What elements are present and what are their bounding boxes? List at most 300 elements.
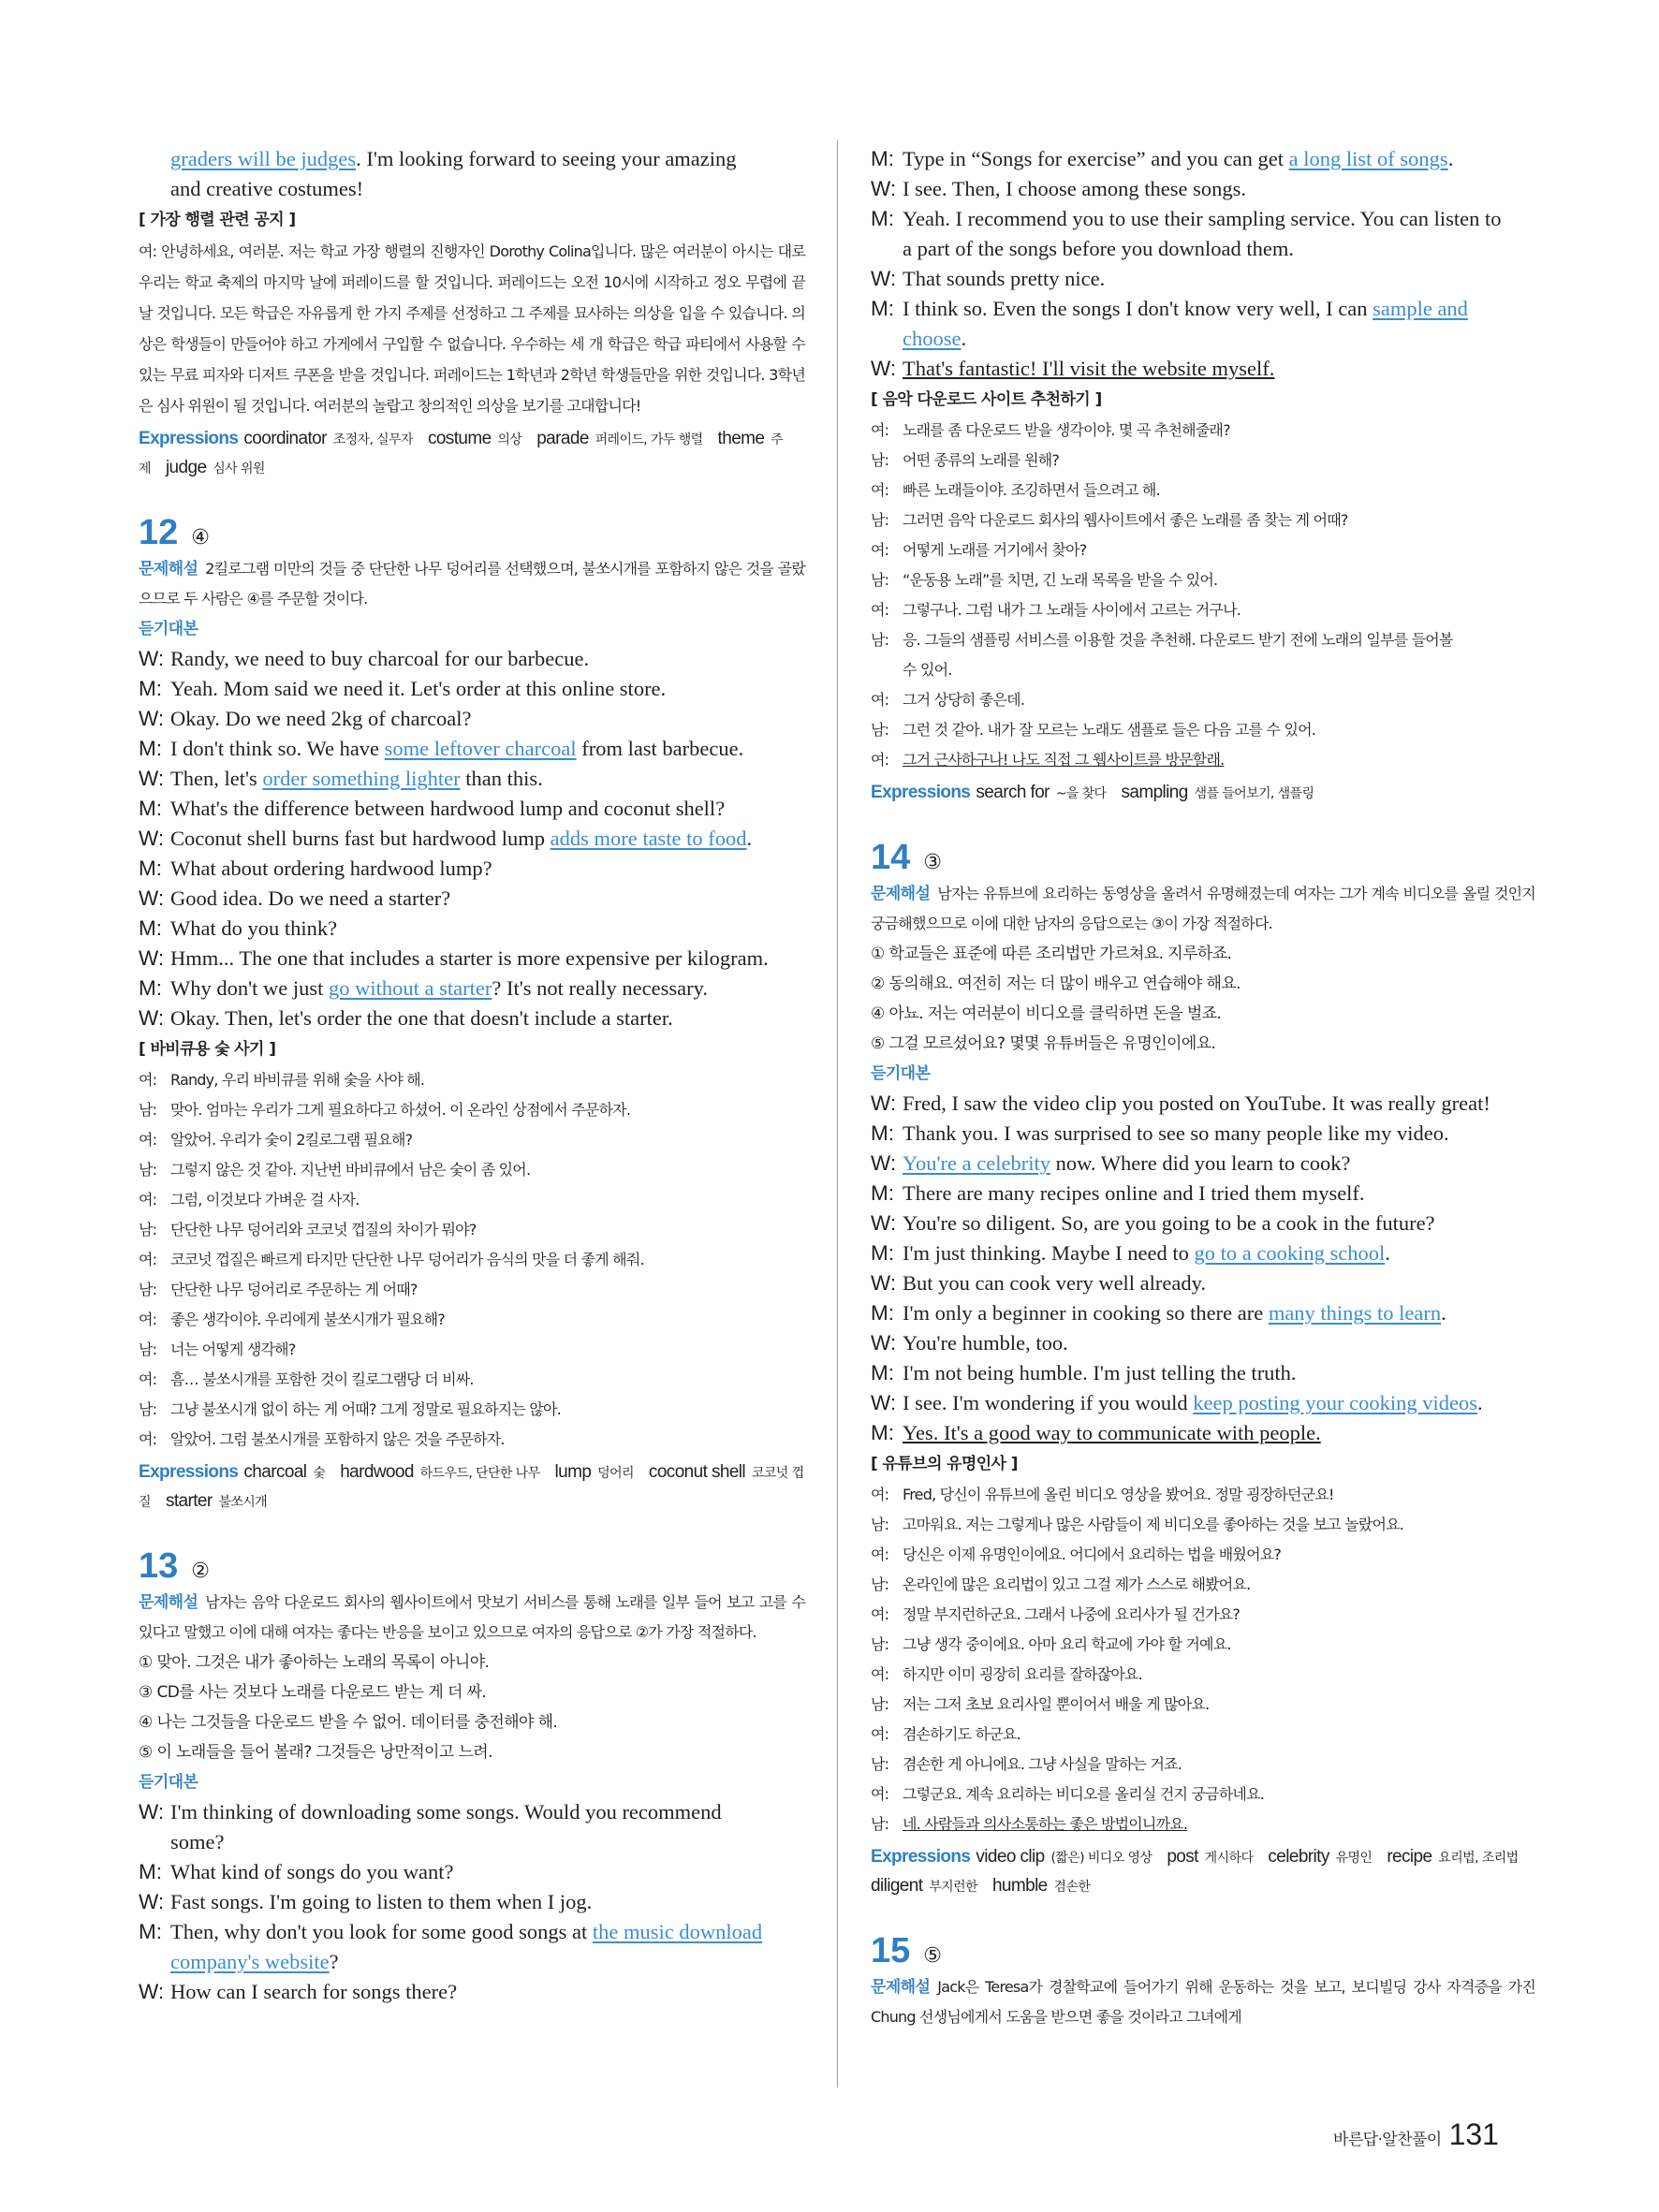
- q13-korean-translation: [871, 416, 1535, 775]
- text-segment: Randy, we need to buy charcoal for our barbecue.: [170, 647, 590, 670]
- speaker-label: W:: [871, 1211, 897, 1235]
- question-number: 15: [871, 1931, 911, 1970]
- dialogue-line: [139, 704, 805, 734]
- answer-option: ① 맞아. 그것은 내가 좋아하는 노래의 목록이 아니야.: [139, 1653, 490, 1672]
- answer-option: ④ 아뇨. 저는 여러분이 비디오를 클릭하면 돈을 벌죠.: [871, 1004, 1222, 1023]
- speaker-label: 남:: [139, 1161, 157, 1179]
- translation-line: [871, 1660, 1535, 1690]
- question-answer: ③: [923, 851, 943, 874]
- dialogue-text: [170, 884, 805, 914]
- dialogue-text: [170, 1887, 805, 1917]
- dialogue-text: [903, 294, 1535, 324]
- dialogue-text: [170, 1797, 805, 1827]
- expression-term: parade: [536, 429, 589, 448]
- translation-line: [139, 1095, 805, 1125]
- dialogue-line: [139, 1857, 805, 1887]
- question-number: 12: [139, 513, 179, 552]
- dialogue-text: [903, 354, 1535, 384]
- q13-options: [139, 1648, 805, 1767]
- text-segment: .: [961, 327, 967, 350]
- text-segment: I'm only a beginner in cooking so there are: [903, 1301, 1269, 1325]
- translation-line: [871, 446, 1535, 476]
- text-segment: Yeah. I recommend you to use their sampling service. You can listen to: [903, 207, 1502, 230]
- translation-line: [139, 1155, 805, 1185]
- expression-definition: 조정자, 실무자: [332, 432, 413, 447]
- translation-text: 네. 사람들과 의사소통하는 좋은 방법이니까요.: [903, 1815, 1188, 1833]
- expression-definition: 유명인: [1335, 1851, 1373, 1866]
- expression-term: charcoal: [243, 1462, 307, 1482]
- text-segment: You're so diligent. So, are you going to be a cook in the future?: [903, 1211, 1435, 1235]
- dialogue-line: [139, 824, 805, 854]
- translation-text: 그냥 불쏘시개 없이 하는 게 어때? 그게 정말로 필요하지는 않아.: [170, 1400, 561, 1418]
- translation-text: 어떤 종류의 노래를 원해?: [903, 451, 1060, 469]
- speaker-label: M:: [139, 737, 162, 760]
- text-segment: . I'm looking forward to seeing your amazing: [356, 147, 737, 170]
- speaker-label: 여:: [871, 1545, 889, 1563]
- speaker-label: W:: [139, 827, 165, 850]
- dialogue-line: [139, 644, 805, 674]
- translation-text: 알았어. 우리가 숯이 2킬로그램 필요해?: [170, 1131, 413, 1149]
- dialogue-line-continued: [139, 1827, 805, 1857]
- translation-line: [139, 1365, 805, 1395]
- text-segment: some?: [170, 1830, 225, 1853]
- expression-definition: 하드우드, 단단한 나무: [419, 1466, 540, 1481]
- expression-definition: 주제: [139, 432, 784, 476]
- dialogue-line: [871, 1328, 1535, 1358]
- dialogue-line: [139, 974, 805, 1003]
- text-segment: .: [1441, 1301, 1446, 1325]
- q11-korean-title: [ 가장 행렬 관련 공지 ]: [139, 211, 296, 229]
- expression-definition: 코코넛 껍질: [139, 1466, 804, 1510]
- expressions-label: Expressions: [871, 783, 971, 802]
- dialogue-line: [871, 204, 1535, 234]
- speaker-label: W:: [139, 1890, 165, 1913]
- dialogue-line: [871, 1418, 1535, 1448]
- translation-line: [871, 476, 1535, 505]
- explanation-label: 문제해설: [871, 1978, 931, 1997]
- expression-term: humble: [991, 1876, 1048, 1896]
- explanation-text: Jack은 Teresa가 경찰학교에 들어가기 위해 운동하는 것을 보고, 보디빌딩 강사 자격증을 가진 Chung 선생님에게서 도움을 받으면 좋을 것이라고 그녀에게: [871, 1978, 1535, 2026]
- dialogue-line: [871, 1238, 1535, 1268]
- expression-term: celebrity: [1268, 1847, 1329, 1867]
- text-segment: There are many recipes online and I tried them myself.: [903, 1181, 1365, 1205]
- expression-term: sampling: [1121, 783, 1188, 802]
- text-segment: What do you think?: [170, 916, 338, 940]
- translation-line: [139, 1395, 805, 1425]
- text-segment: Type in “Songs for exercise” and you can get: [903, 147, 1289, 170]
- translation-text: 그렇구나. 그럼 내가 그 노래들 사이에서 고르는 거구나.: [903, 601, 1241, 619]
- translation-line: [871, 1750, 1535, 1780]
- expression-term: theme: [717, 429, 765, 448]
- page-number: 131: [1448, 2117, 1499, 2151]
- translation-line: [871, 565, 1535, 595]
- translation-text: 저는 그저 초보 요리사일 뿐이어서 배울 게 많아요.: [903, 1695, 1210, 1713]
- speaker-label: 남:: [871, 631, 889, 649]
- translation-line: [139, 1065, 805, 1095]
- dialogue-line: [871, 354, 1535, 384]
- text-segment: What about ordering hardwood lump?: [170, 857, 492, 880]
- translation-text: 그럼, 이것보다 가벼운 걸 사자.: [170, 1191, 360, 1209]
- text-segment: from last barbecue.: [576, 737, 744, 760]
- text-segment: I don't think so. We have: [170, 737, 385, 760]
- q12-explanation: [139, 554, 805, 614]
- expression-definition: (짧은) 비디오 영상: [1050, 1851, 1152, 1866]
- translation-text: 그러면 음악 다운로드 회사의 웹사이트에서 좋은 노래를 좀 찾는 게 어때?: [903, 511, 1348, 529]
- dialogue-line: [139, 914, 805, 944]
- translation-line: [871, 685, 1535, 715]
- dialogue-line: [871, 1149, 1535, 1179]
- dialogue-line: [871, 1089, 1535, 1119]
- text-segment: Fred, I saw the video clip you posted on YouTube. It was really great!: [903, 1091, 1490, 1115]
- speaker-label: M:: [871, 1301, 894, 1325]
- script-label: 듣기대본: [139, 620, 198, 638]
- dialogue-text: [170, 974, 805, 1003]
- translation-text: 좋은 생각이야. 우리에게 불쏘시개가 필요해?: [170, 1311, 445, 1328]
- translation-text: 그런 것 같아. 내가 잘 모르는 노래도 샘플로 들은 다음 고를 수 있어.: [903, 721, 1316, 739]
- expression-term: search for: [976, 783, 1050, 802]
- speaker-label: 여:: [871, 1785, 889, 1803]
- speaker-label: 남:: [139, 1101, 157, 1119]
- text-segment: Then, why don't you look for some good songs at: [170, 1920, 593, 1943]
- dialogue-text: [170, 1977, 805, 2007]
- dialogue-line: [871, 1388, 1535, 1418]
- q14-dialogue: [871, 1089, 1535, 1448]
- text-segment: You're humble, too.: [903, 1331, 1068, 1355]
- translation-text: 고마워요. 저는 그렇게나 많은 사람들이 제 비디오를 좋아하는 것을 보고 놀랐어요.: [903, 1516, 1404, 1533]
- translation-text: 그렇지 않은 것 같아. 지난번 바비큐에서 남은 숯이 좀 있어.: [170, 1161, 531, 1179]
- answer-option: ① 학교들은 표준에 따른 조리법만 가르쳐요. 지루하죠.: [871, 945, 1232, 963]
- speaker-label: 남:: [139, 1400, 157, 1418]
- expression-term: judge: [165, 458, 207, 477]
- text-segment: now. Where did you learn to cook?: [1050, 1151, 1351, 1175]
- translation-line: [139, 1125, 805, 1155]
- q13-expressions: [871, 779, 1535, 808]
- q13-korean-title: [ 음악 다운로드 사이트 추천하기 ]: [871, 390, 1102, 409]
- speaker-label: W:: [871, 177, 897, 200]
- dialogue-line-continued: [139, 1947, 805, 1977]
- text-segment: Okay. Do we need 2kg of charcoal?: [170, 707, 472, 730]
- translation-text: 빠른 노래들이야. 조깅하면서 들으려고 해.: [903, 481, 1160, 499]
- column-divider: [837, 140, 838, 2087]
- explanation-text: 남자는 음악 다운로드 회사의 웹사이트에서 맛보기 서비스를 통해 노래를 일부 들어 보고 고를 수 있다고 말했고 이에 대해 여자는 좋다는 반응을 보이고 있으므로 여자의 응답으로 ②가 가장 적절하다.: [139, 1593, 805, 1641]
- q15-explanation: [871, 1972, 1535, 2032]
- text-segment: Yes. It's a good way to communicate with people.: [903, 1421, 1321, 1444]
- dialogue-text: [903, 1298, 1535, 1328]
- speaker-label: 여:: [871, 751, 889, 769]
- speaker-label: 여:: [871, 1605, 889, 1623]
- text-segment: What's the difference between hardwood lump and coconut shell?: [170, 797, 726, 820]
- dialogue-line: [139, 1917, 805, 1947]
- speaker-label: 여:: [139, 1311, 157, 1328]
- translation-line: [139, 1185, 805, 1215]
- translation-line: [871, 715, 1535, 745]
- expression-term: recipe: [1387, 1847, 1432, 1867]
- dialogue-text: [170, 944, 805, 974]
- dialogue-line: [871, 174, 1535, 204]
- dialogue-line: [139, 764, 805, 794]
- question-answer: ④: [191, 526, 211, 549]
- speaker-label: 여:: [871, 691, 889, 709]
- speaker-label: W:: [871, 1331, 897, 1355]
- dialogue-line: [139, 1887, 805, 1917]
- highlight-phrase: a long list of songs: [1288, 147, 1448, 170]
- script-label: 듣기대본: [139, 1773, 198, 1792]
- translation-line: [139, 1305, 805, 1335]
- dialogue-text: [903, 1238, 1535, 1268]
- speaker-label: 여:: [871, 481, 889, 499]
- highlight-phrase: keep posting your cooking videos: [1193, 1391, 1477, 1414]
- expression-definition: 숯: [313, 1466, 326, 1481]
- answer-option: ⑤ 이 노래들을 들어 볼래? 그것들은 낭만적이고 느려.: [139, 1743, 492, 1762]
- speaker-label: 남:: [139, 1281, 157, 1298]
- speaker-label: W:: [871, 267, 897, 290]
- speaker-label: M:: [871, 1241, 894, 1265]
- text-segment: What kind of songs do you want?: [170, 1860, 454, 1883]
- speaker-label: M:: [139, 1920, 162, 1943]
- text-segment: Good idea. Do we need a starter?: [170, 886, 451, 910]
- speaker-label: 남:: [871, 1755, 889, 1773]
- question-answer: ⑤: [923, 1944, 943, 1968]
- dialogue-text: [170, 764, 805, 794]
- dialogue-text: [170, 704, 805, 734]
- script-label: 듣기대본: [871, 1064, 931, 1083]
- text-segment: How can I search for songs there?: [170, 1980, 458, 2003]
- translation-text: 어떻게 노래를 거기에서 찾아?: [903, 541, 1087, 559]
- text-segment: ?: [329, 1950, 339, 1973]
- expression-term: costume: [427, 429, 492, 448]
- q15-header: [871, 1929, 1535, 1972]
- translation-line: [871, 595, 1535, 625]
- highlight-phrase: graders will be judges: [170, 147, 357, 170]
- dialogue-text: [170, 794, 805, 824]
- dialogue-line: [871, 1358, 1535, 1388]
- expression-term: starter: [165, 1491, 213, 1511]
- text-segment: .: [1447, 147, 1454, 170]
- speaker-label: M:: [871, 1361, 894, 1384]
- speaker-label: W:: [871, 1151, 897, 1175]
- highlight-phrase: go without a starter: [329, 976, 492, 1000]
- translation-line: [871, 1720, 1535, 1750]
- text-segment: I'm not being humble. I'm just telling the truth.: [903, 1361, 1297, 1384]
- speaker-label: 여:: [871, 541, 889, 559]
- translation-text: 코코넛 껍질은 빠르게 타지만 단단한 나무 덩어리가 음식의 맛을 더 좋게 해줘.: [170, 1251, 644, 1268]
- script-line: [139, 144, 805, 174]
- dialogue-text: [170, 914, 805, 944]
- expression-definition: 게시하다: [1204, 1851, 1254, 1866]
- expression-term: post: [1167, 1847, 1198, 1867]
- answer-option: ⑤ 그걸 모르셨어요? 몇몇 유튜버들은 유명인이에요.: [871, 1034, 1216, 1053]
- speaker-label: M:: [139, 976, 162, 1000]
- highlight-phrase: some leftover charcoal: [384, 737, 577, 760]
- dialogue-text: [170, 734, 805, 764]
- expression-term: coordinator: [243, 429, 327, 448]
- translation-text: 당신은 이제 유명인이에요. 어디에서 요리하는 법을 배웠어요?: [903, 1545, 1282, 1563]
- speaker-label: M:: [871, 297, 894, 320]
- dialogue-text: [903, 1328, 1535, 1358]
- speaker-label: 여:: [871, 1486, 889, 1503]
- expression-definition: 심사 위원: [213, 461, 265, 476]
- translation-line: [871, 1510, 1535, 1540]
- expressions-label: Expressions: [139, 429, 239, 448]
- explanation-label: 문제해설: [139, 560, 198, 579]
- expression-definition: 겸손한: [1053, 1880, 1091, 1895]
- speaker-label: W:: [139, 767, 165, 790]
- speaker-label: 여:: [871, 601, 889, 619]
- script-line: [139, 174, 805, 204]
- translation-line: [139, 1425, 805, 1455]
- text-segment: I think so. Even the songs I don't know very well, I can: [903, 297, 1373, 320]
- text-segment: Then, let's: [170, 767, 263, 790]
- highlight-phrase: go to a cooking school: [1194, 1241, 1386, 1265]
- q14-header: [871, 836, 1535, 879]
- translation-text: “운동용 노래”를 치면, 긴 노래 목록을 받을 수 있어.: [903, 571, 1218, 589]
- question-number: 13: [139, 1546, 179, 1586]
- dialogue-text: [903, 144, 1535, 174]
- right-column: [871, 144, 1535, 2032]
- dialogue-line-continued: [871, 324, 1535, 354]
- q11-korean-translation: 여: 안녕하세요, 여러분. 저는 학교 가장 행렬의 진행자인 Dorothy Colina입니다. 많은 여러분이 아시는 대로 우리는 학교 축제의 마지막 날에 퍼레이드를 할 것입니다. 퍼레이드는 오전 10시에 시작하고 정오 무렵에 끝날 것입니다. 모든 학급은 자유롭게 한 가지 주제를 선정하고 그 주제를 묘사하는 의상을 입을 수 있습니다. 의상은 학생들이 만들어야 하고 가게에서 구입할 수 없습니다. 우수하는 세 개 학급은 학급 파티에서 사용할 수 있는 무료 피자와 디저트 쿠폰을 받을 것입니다. 퍼레이드는 1학년과 2학년 학생들만을 위한 것입니다. 3학년은 심사 위원이 될 것입니다. 여러분의 놀랍고 창의적인 의상을 보기를 고대합니다!: [139, 242, 805, 415]
- dialogue-text: [170, 1917, 805, 1947]
- q12-expressions: [139, 1458, 805, 1516]
- speaker-label: 남:: [871, 1516, 889, 1533]
- speaker-label: W:: [139, 886, 165, 910]
- text-segment: .: [1476, 1391, 1483, 1414]
- explanation-text: 남자는 유튜브에 요리하는 동영상을 올려서 유명해졌는데 여자는 그가 계속 비디오를 올릴 것인지 궁금해했으므로 이에 대한 남자의 응답으로는 ③이 가장 적절하다.: [871, 885, 1535, 932]
- speaker-label: M:: [139, 677, 162, 700]
- translation-text: 맞아. 엄마는 우리가 그게 필요하다고 하셨어. 이 온라인 상점에서 주문하자.: [170, 1101, 631, 1119]
- speaker-label: 여:: [139, 1251, 157, 1268]
- q13-header: [139, 1545, 805, 1588]
- question-answer: ②: [191, 1560, 211, 1583]
- q12-dialogue: [139, 644, 805, 1033]
- speaker-label: 여:: [139, 1430, 157, 1448]
- expression-term: hardwood: [340, 1462, 414, 1482]
- translation-text: 흠… 불쏘시개를 포함한 것이 킬로그램당 더 비싸.: [170, 1370, 474, 1388]
- translation-text: Randy, 우리 바비큐를 위해 숯을 사야 해.: [170, 1071, 425, 1089]
- translation-line: [871, 416, 1535, 446]
- speaker-label: 여:: [139, 1370, 157, 1388]
- translation-text: 온라인에 많은 요리법이 있고 그걸 제가 스스로 해봤어요.: [903, 1575, 1251, 1593]
- dialogue-text: [903, 174, 1535, 204]
- dialogue-text: [170, 854, 805, 884]
- translation-line: [871, 535, 1535, 565]
- q14-expressions: [871, 1843, 1535, 1901]
- translation-text: Fred, 당신이 유튜브에 올린 비디오 영상을 봤어요. 정말 굉장하던군요!: [903, 1486, 1334, 1503]
- highlight-phrase: adds more taste to food: [550, 827, 747, 850]
- dialogue-line: [871, 1298, 1535, 1328]
- dialogue-line: [871, 1179, 1535, 1209]
- speaker-label: M:: [871, 147, 894, 170]
- speaker-label: 여:: [139, 1071, 157, 1089]
- q12-header: [139, 511, 805, 554]
- translation-line: [871, 505, 1535, 535]
- translation-text: 노래를 좀 다운로드 받을 생각이야. 몇 곡 추천해줄래?: [903, 421, 1230, 439]
- speaker-label: 남:: [871, 1575, 889, 1593]
- highlight-phrase: the music download: [592, 1920, 763, 1943]
- dialogue-text: [903, 1388, 1535, 1418]
- expression-definition: 부지런한: [929, 1880, 977, 1895]
- explanation-text: 2킬로그램 미만의 것들 중 단단한 나무 덩어리를 선택했으며, 불쏘시개를 포함하지 않은 것을 골랐으므로 두 사람은 ④를 주문할 것이다.: [139, 560, 805, 608]
- dialogue-line: [139, 884, 805, 914]
- text-segment: Coconut shell burns fast but hardwood lump: [170, 827, 551, 850]
- explanation-label: 문제해설: [871, 885, 931, 903]
- translation-line: [871, 1600, 1535, 1630]
- text-segment: a part of the songs before you download them.: [903, 237, 1295, 260]
- translation-text: 정말 부지런하군요. 그래서 나중에 요리사가 될 건가요?: [903, 1605, 1241, 1623]
- speaker-label: 남:: [871, 1695, 889, 1713]
- speaker-label: 여:: [139, 1131, 157, 1149]
- dialogue-text: [903, 1089, 1535, 1119]
- left-column: [139, 144, 805, 2007]
- speaker-label: 남:: [871, 1635, 889, 1653]
- expression-definition: ~을 찾다: [1055, 786, 1107, 801]
- translation-line: [871, 1809, 1535, 1839]
- speaker-label: 남:: [871, 721, 889, 739]
- speaker-label: M:: [871, 1181, 894, 1205]
- q11-script-tail: [139, 144, 805, 204]
- dialogue-line: [139, 854, 805, 884]
- q14-explanation: [871, 879, 1535, 939]
- dialogue-text: [170, 824, 805, 854]
- speaker-label: M:: [139, 916, 162, 940]
- translation-text: 단단한 나무 덩어리와 코코넛 껍질의 차이가 뭐야?: [170, 1221, 477, 1238]
- text-segment: and creative costumes!: [170, 177, 364, 200]
- translation-text: 너는 어떻게 생각해?: [170, 1340, 296, 1358]
- translation-text: 응. 그들의 샘플링 서비스를 이용할 것을 추천해. 다운로드 받기 전에 노래의 일부를 들어볼: [903, 631, 1453, 649]
- speaker-label: W:: [871, 357, 897, 380]
- dialogue-text: [903, 1418, 1535, 1448]
- speaker-label: W:: [139, 946, 165, 970]
- dialogue-line: [139, 734, 805, 764]
- expression-term: diligent: [871, 1876, 923, 1896]
- translation-line: [139, 1245, 805, 1275]
- text-segment: Fast songs. I'm going to listen to them when I jog.: [170, 1890, 593, 1913]
- dialogue-text: [903, 1268, 1535, 1298]
- dialogue-line: [139, 1977, 805, 2007]
- dialogue-text: [903, 1209, 1535, 1238]
- text-segment: Hmm... The one that includes a starter is more expensive per kilogram.: [170, 946, 769, 970]
- dialogue-text: [170, 674, 805, 704]
- dialogue-text: [903, 264, 1535, 294]
- question-number: 14: [871, 838, 911, 877]
- expression-definition: 요리법, 조리법: [1438, 1851, 1519, 1866]
- speaker-label: 여:: [871, 1665, 889, 1683]
- speaker-label: 남:: [139, 1221, 157, 1238]
- highlight-phrase: company's website: [170, 1950, 330, 1973]
- highlight-phrase: sample and: [1373, 297, 1468, 320]
- dialogue-text: [170, 1003, 805, 1033]
- dialogue-text: [170, 644, 805, 674]
- answer-option: ③ CD를 사는 것보다 노래를 다운로드 받는 게 더 싸.: [139, 1683, 487, 1702]
- dialogue-line: [871, 1119, 1535, 1149]
- speaker-label: M:: [139, 857, 162, 880]
- expression-definition: 덩어리: [597, 1466, 634, 1481]
- speaker-label: W:: [871, 1271, 897, 1295]
- dialogue-line: [871, 1209, 1535, 1238]
- dialogue-text: [903, 204, 1535, 234]
- dialogue-text: [170, 1857, 805, 1887]
- expression-definition: 샘플 들어보기, 샘플링: [1194, 786, 1314, 801]
- dialogue-line: [139, 674, 805, 704]
- highlight-phrase: many things to learn: [1268, 1301, 1442, 1325]
- dialogue-line: [139, 944, 805, 974]
- translation-line: [871, 1690, 1535, 1720]
- translation-text: 그냥 생각 중이에요. 아마 요리 학교에 가야 할 거예요.: [903, 1635, 1231, 1653]
- text-segment: ? It's not really necessary.: [492, 976, 709, 1000]
- text-segment: I see. I'm wondering if you would: [903, 1391, 1194, 1414]
- translation-line: [871, 1570, 1535, 1600]
- translation-text: 그렇군요. 계속 요리하는 비디오를 올리실 건지 궁금하네요.: [903, 1785, 1265, 1803]
